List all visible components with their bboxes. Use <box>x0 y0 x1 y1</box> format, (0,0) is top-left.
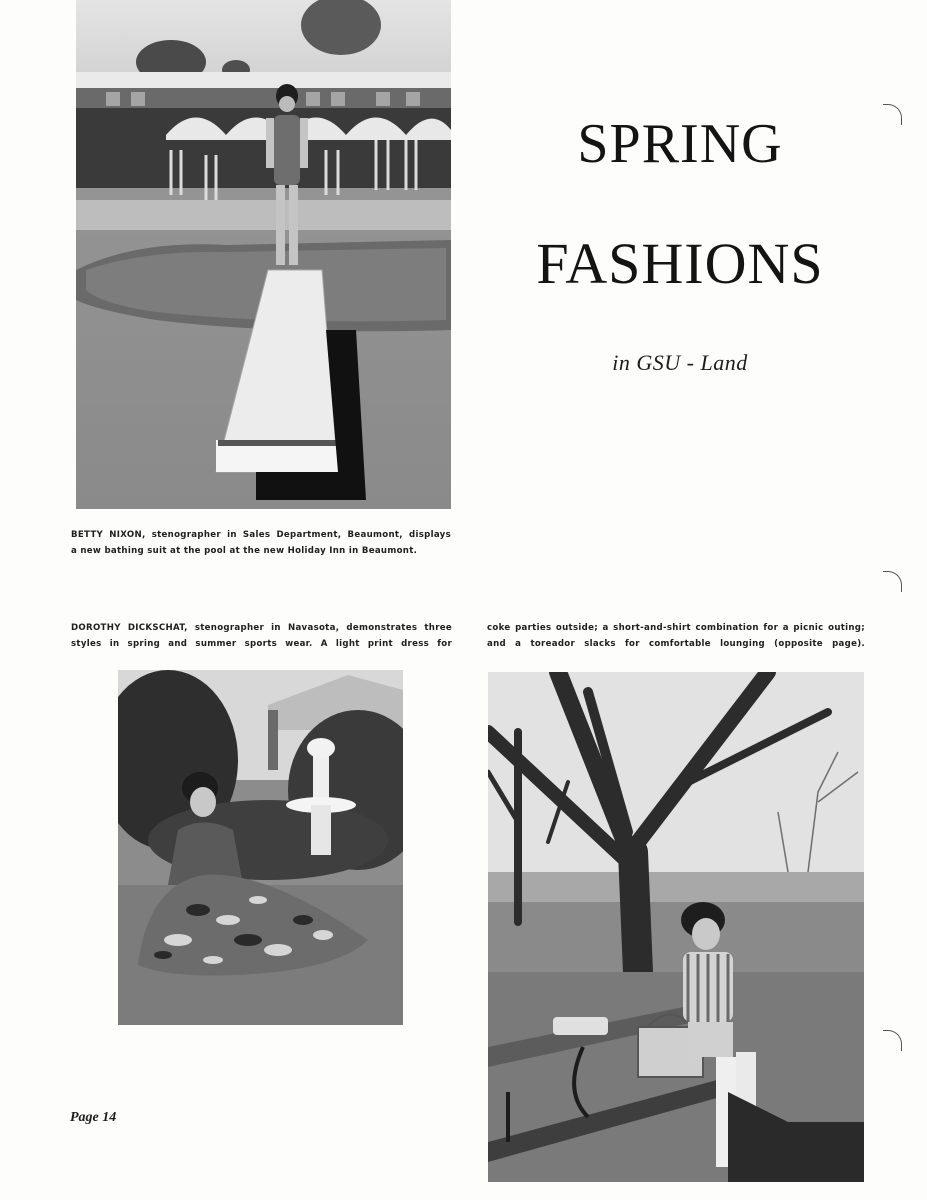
binder-ring-mark <box>883 1030 902 1051</box>
caption-betty-nixon <box>71 527 451 559</box>
garden-fountain-photo <box>118 670 403 1025</box>
binder-ring-mark <box>883 104 902 125</box>
caption-line: and a toreador slacks for comfortable lounging (opposite page). <box>487 639 865 649</box>
title-fashions: FASHIONS <box>536 231 824 296</box>
caption-line: a new bathing suit at the pool at the new Holiday Inn in Beaumont. <box>71 546 418 556</box>
page-number: Page 14 <box>70 1110 117 1125</box>
caption-line: DOROTHY DICKSCHAT, stenographer in Navasota, demonstrates three <box>71 623 452 633</box>
binder-ring-mark <box>883 571 902 592</box>
pool-diving-board-photo <box>76 0 451 509</box>
subtitle: in GSU - Land <box>612 350 748 375</box>
caption-line: styles in spring and summer sports wear. A light print dress for <box>71 639 452 649</box>
caption-dorothy-right-column <box>487 620 865 652</box>
caption-dorothy-left-column <box>71 620 452 652</box>
picnic-table-photo <box>488 672 864 1182</box>
caption-line: coke parties outside; a short-and-shirt combination for a picnic outing; <box>487 623 865 633</box>
title-spring: SPRING <box>577 113 783 175</box>
caption-line: BETTY NIXON, stenographer in Sales Department, Beaumont, displays <box>71 530 451 540</box>
